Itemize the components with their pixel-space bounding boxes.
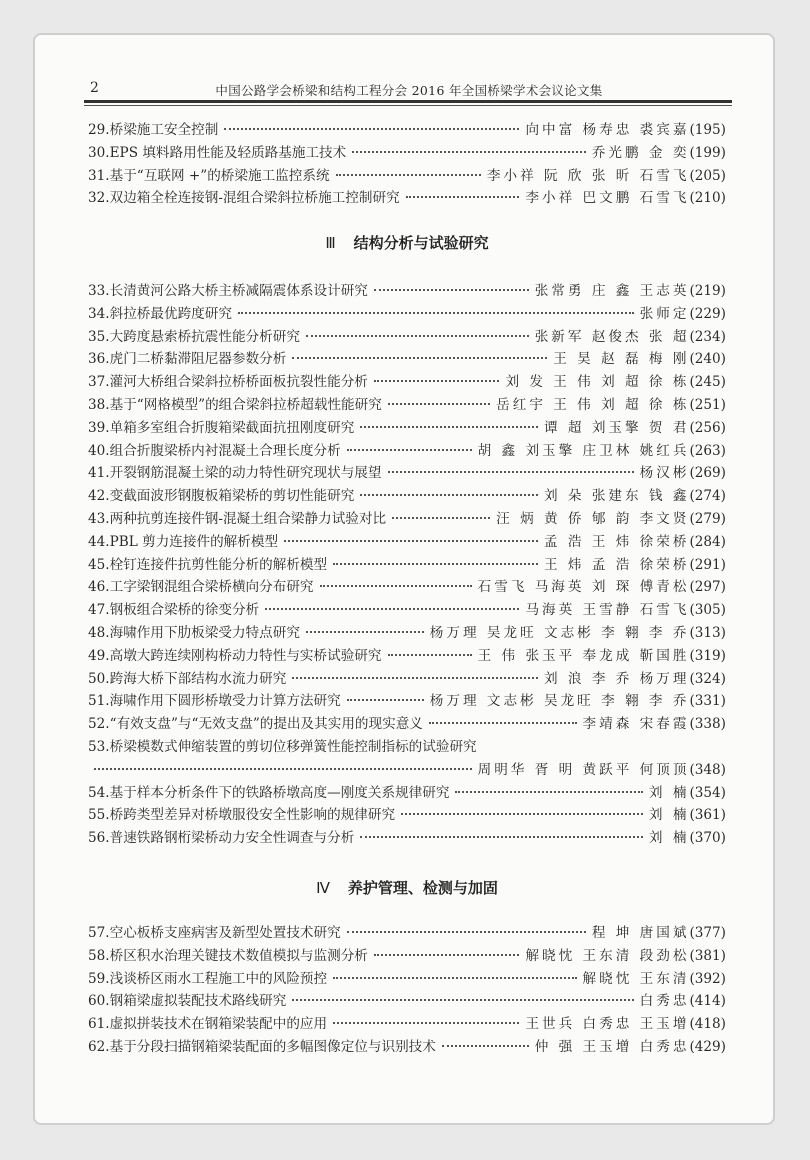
entry-title	[88, 989, 286, 1009]
entry-title	[88, 689, 341, 709]
toc-entry	[88, 921, 726, 944]
entry-title-text: 栓钉连接件抗剪性能分析的解析模型	[109, 556, 328, 573]
entry-authors: 刘 楠	[648, 830, 690, 847]
dot-leader	[374, 289, 529, 291]
entry-title	[88, 302, 232, 322]
entry-authors: 汪 炳 黄 侨 郇 韵 李文贤	[496, 510, 690, 527]
entry-authors: 程 坤 唐国斌	[591, 925, 690, 941]
entry-title	[88, 461, 382, 481]
entry-authors: 石雪飞 马海英 刘 琛 傅青松	[477, 579, 690, 596]
entry-title	[88, 484, 354, 504]
entry-authors: 杨万理 文志彬 吴龙旺 李 翱 李 乔	[429, 693, 690, 710]
entry-number: 49.	[88, 647, 110, 664]
entry-page: (251)	[689, 396, 726, 413]
toc-entry	[88, 1035, 726, 1058]
dot-leader	[292, 677, 538, 679]
entry-authors: 周明华 胥 明 黄跃平 何顶顶	[477, 761, 690, 778]
toc-entry	[88, 553, 726, 576]
toc-entry	[88, 989, 726, 1012]
entry-title	[88, 393, 382, 413]
entry-number: 31.	[88, 167, 110, 184]
entry-title	[88, 416, 354, 436]
entry-page: (377)	[689, 925, 726, 941]
entry-number: 40.	[88, 442, 110, 459]
entry-page: (291)	[689, 556, 726, 573]
entry-number: 34.	[88, 305, 110, 322]
toc-entry	[88, 141, 726, 164]
dot-leader	[401, 813, 643, 815]
toc-entry	[88, 302, 726, 325]
entry-title-text: 海啸作用下肋板梁受力特点研究	[109, 624, 300, 641]
entry-page: (354)	[689, 784, 726, 801]
entry-number: 36.	[88, 351, 110, 368]
toc-entry-continuation	[88, 758, 726, 781]
dot-leader	[306, 335, 529, 337]
entry-authors: 谭 超 刘玉擎 贺 君	[543, 419, 690, 436]
entry-authors: 解晓忱 王东清 段劲松	[525, 947, 690, 964]
toc-entry	[88, 944, 726, 967]
section-heading-iii	[88, 232, 726, 253]
entry-page: (338)	[689, 716, 726, 733]
entry-title-text: 虚拟拼装技术在钢箱梁装配中的应用	[109, 1016, 328, 1033]
dot-leader	[333, 977, 576, 979]
dot-leader	[388, 471, 634, 473]
page-number: 2	[90, 80, 99, 96]
entry-title-text: 双边箱全栓连接钢-混组合梁斜拉桥施工控制研究	[109, 190, 400, 207]
entry-authors: 向中富 杨寿忠 裘宾嘉	[525, 122, 690, 138]
entry-title	[88, 1035, 436, 1055]
entry-number: 39.	[88, 419, 110, 436]
entry-number: 30.	[88, 144, 110, 161]
entry-authors: 白秀忠	[639, 993, 690, 1010]
entry-title-text: 跨海大桥下部结构水流力研究	[109, 670, 287, 687]
entry-number: 61.	[88, 1016, 110, 1033]
entry-page: (313)	[689, 624, 726, 641]
entry-title-text: 基于样本分析条件下的铁路桥墩高度—刚度关系规律研究	[109, 784, 450, 801]
entry-authors: 乔光鹏 金 奕	[591, 144, 690, 161]
entry-number: 51.	[88, 693, 110, 710]
dot-leader	[284, 540, 538, 542]
toc-entry	[88, 781, 726, 804]
toc-entry	[88, 575, 726, 598]
entry-number: 62.	[88, 1038, 110, 1055]
entry-title	[88, 141, 346, 161]
entry-authors: 王 伟 张玉平 奉龙成 靳国胜	[477, 647, 690, 664]
toc-entry	[88, 416, 726, 439]
entry-page: (274)	[689, 488, 726, 505]
entry-title-text: 桥区积水治理关键技术数值模拟与监测分析	[109, 947, 368, 964]
entry-number: 58.	[88, 947, 110, 964]
entry-title	[88, 118, 218, 138]
entry-number: 47.	[88, 602, 110, 619]
dot-leader	[333, 563, 538, 565]
entry-authors: 张常勇 庄 鑫 王志英	[534, 283, 690, 299]
dot-leader	[347, 931, 586, 933]
dot-leader	[429, 722, 577, 724]
toc-entry	[88, 803, 726, 826]
entry-page: (269)	[689, 465, 726, 482]
entry-page: (229)	[689, 305, 726, 322]
toc-entry	[88, 118, 726, 141]
entry-page: (348)	[689, 761, 726, 778]
entry-title	[88, 553, 327, 573]
entry-title	[88, 325, 300, 345]
entry-number: 53.	[88, 738, 110, 755]
entry-title	[88, 621, 300, 641]
entry-authors: 刘 楠	[648, 807, 690, 824]
entry-title	[88, 921, 341, 941]
entry-authors: 张师定	[639, 305, 690, 322]
dot-leader	[94, 768, 472, 770]
toc-group-construction	[88, 118, 726, 209]
dot-leader	[374, 954, 520, 956]
toc-entry	[88, 644, 726, 667]
entry-authors: 王 炜 孟 浩 徐荣桥	[543, 556, 690, 573]
dot-leader	[238, 312, 634, 314]
entry-title	[88, 439, 341, 459]
entry-number: 41.	[88, 465, 110, 482]
dot-leader	[320, 585, 472, 587]
entry-authors: 李小祥 阮 欣 张 昕 石雪飞	[486, 167, 690, 184]
toc-entry	[88, 461, 726, 484]
dot-leader	[292, 357, 547, 359]
dot-leader	[347, 699, 424, 701]
toc-entry	[88, 347, 726, 370]
entry-authors: 李靖森 宋春霞	[582, 716, 690, 733]
entry-title	[88, 967, 327, 987]
toc-entry	[88, 484, 726, 507]
section-numeral: Ⅳ	[316, 881, 330, 897]
dot-leader	[333, 1022, 519, 1024]
entry-page: (392)	[689, 970, 726, 987]
entry-title-text: 浅谈桥区雨水工程施工中的风险预控	[109, 970, 328, 987]
entry-number: 54.	[88, 784, 110, 801]
entry-number: 42.	[88, 488, 110, 505]
entry-number: 32.	[88, 190, 110, 207]
entry-title-text: 开裂钢筋混凝土梁的动力特性研究现状与展望	[109, 465, 382, 482]
toc-entry	[88, 370, 726, 393]
toc-entry	[88, 712, 726, 735]
entry-authors: 刘 楠	[648, 784, 690, 801]
entry-title	[88, 667, 286, 687]
entry-number: 38.	[88, 396, 110, 413]
entry-title-text: 两种抗剪连接件钢-混凝土组合梁静力试验对比	[109, 510, 387, 527]
entry-page: (199)	[689, 144, 726, 161]
entry-title-text: 基于分段扫描钢箱梁装配面的多幅图像定位与识别技术	[109, 1038, 436, 1055]
entry-title-text: 桥跨类型差异对桥墩服役安全性影响的规律研究	[109, 807, 396, 824]
entry-page: (234)	[689, 328, 726, 345]
dot-leader	[388, 403, 490, 405]
entry-authors: 胡 鑫 刘玉擎 庄卫林 姚红兵	[477, 442, 690, 459]
entry-title	[88, 186, 400, 206]
toc-entry	[88, 735, 726, 758]
dot-leader	[306, 631, 424, 633]
entry-title	[88, 735, 477, 755]
entry-page: (361)	[689, 807, 726, 824]
running-header	[88, 80, 730, 100]
entry-page: (331)	[689, 693, 726, 710]
entry-title	[88, 826, 354, 846]
section-numeral: Ⅲ	[325, 236, 336, 252]
entry-title	[88, 575, 314, 595]
entry-title	[88, 279, 368, 299]
entry-title-text: 桥梁模数式伸缩装置的剪切位移弹簧性能控制指标的试验研究	[109, 738, 477, 755]
entry-number: 37.	[88, 374, 110, 391]
entry-title	[88, 781, 449, 801]
entry-authors: 岳红宇 王 伟 刘 超 徐 栋	[496, 396, 690, 413]
entry-authors: 刘 朵 张建东 钱 鑫	[543, 488, 690, 505]
entry-title-text: 单箱多室组合折腹箱梁截面抗扭刚度研究	[109, 419, 355, 436]
entry-title-text: EPS 填料路用性能及轻质路基施工技术	[109, 144, 347, 161]
entry-title	[88, 598, 259, 618]
toc-entry	[88, 279, 726, 302]
dot-leader	[336, 174, 481, 176]
entry-number: 52.	[88, 716, 110, 733]
entry-title	[88, 944, 368, 964]
toc-group-maintenance	[88, 921, 726, 1058]
entry-title-text: 海啸作用下圆形桥墩受力计算方法研究	[109, 693, 341, 710]
entry-page: (263)	[689, 442, 726, 459]
entry-number: 43.	[88, 510, 110, 527]
entry-page: (256)	[689, 419, 726, 436]
dot-leader	[406, 196, 520, 198]
dot-leader	[442, 1045, 529, 1047]
entry-title-text: 大跨度悬索桥抗震性能分析研究	[109, 328, 300, 345]
dot-leader	[265, 608, 519, 610]
entry-title-text: 变截面波形钢腹板箱梁桥的剪切性能研究	[109, 488, 355, 505]
entry-authors: 仲 强 王玉增 白秀忠	[534, 1038, 690, 1055]
dot-leader	[360, 836, 643, 838]
entry-number: 29.	[88, 122, 110, 138]
entry-page: (319)	[689, 647, 726, 664]
entry-number: 33.	[88, 283, 110, 299]
entry-title	[88, 507, 386, 527]
toc-entry	[88, 689, 726, 712]
section-title: 结构分析与试验研究	[353, 234, 489, 252]
section-title: 养护管理、检测与加固	[347, 879, 498, 897]
entry-authors: 王世兵 白秀忠 王玉增	[525, 1016, 690, 1033]
entry-title-text: 普速铁路钢桁梁桥动力安全性调查与分析	[109, 830, 355, 847]
toc-entry	[88, 439, 726, 462]
toc-entry	[88, 325, 726, 348]
entry-page: (245)	[689, 374, 726, 391]
dot-leader	[360, 426, 538, 428]
entry-title	[88, 644, 382, 664]
entry-title-text: 虎门二桥黏滞阻尼器参数分析	[109, 351, 287, 368]
dot-leader	[360, 494, 538, 496]
entry-authors: 王 昊 赵 磊 梅 刚	[553, 351, 690, 368]
entry-page: (210)	[689, 190, 726, 207]
entry-page: (305)	[689, 602, 726, 619]
entry-title	[88, 164, 330, 184]
entry-number: 45.	[88, 556, 110, 573]
header-rule-thick	[84, 100, 732, 103]
toc-entry	[88, 1012, 726, 1035]
dot-leader	[392, 517, 490, 519]
entry-title-text: 钢箱梁虚拟装配技术路线研究	[109, 993, 287, 1010]
dot-leader	[455, 791, 642, 793]
entry-page: (418)	[689, 1016, 726, 1033]
entry-page: (279)	[689, 510, 726, 527]
toc-entry	[88, 826, 726, 849]
toc-entry	[88, 667, 726, 690]
entry-page: (297)	[689, 579, 726, 596]
toc-entry	[88, 967, 726, 990]
entry-page: (324)	[689, 670, 726, 687]
dot-leader	[224, 128, 519, 130]
entry-title	[88, 347, 286, 367]
entry-page: (205)	[689, 167, 726, 184]
entry-title-text: 桥梁施工安全控制	[109, 122, 219, 138]
header-rule-thin	[84, 105, 732, 106]
entry-page: (414)	[689, 993, 726, 1010]
entry-number: 46.	[88, 579, 110, 596]
entry-title-text: PBL 剪力连接件的解析模型	[109, 533, 279, 550]
toc-entry	[88, 598, 726, 621]
toc-entry	[88, 164, 726, 187]
entry-page: (240)	[689, 351, 726, 368]
entry-title-text: 工字梁钢混组合梁桥横向分布研究	[109, 579, 314, 596]
entry-title-text: 基于“互联网 +”的桥梁施工监控系统	[109, 167, 330, 184]
dot-leader	[292, 999, 633, 1001]
entry-title-text: 基于“网格模型”的组合梁斜拉桥超载性能研究	[109, 396, 382, 413]
entry-authors: 马海英 王雪静 石雪飞	[525, 602, 690, 619]
entry-authors: 解晓忱 王东清	[582, 970, 690, 987]
header-title: 中国公路学会桥梁和结构工程分会 2016 年全国桥梁学术会议论文集	[215, 83, 603, 98]
entry-authors: 刘 发 王 伟 刘 超 徐 栋	[505, 374, 690, 391]
toc-entry	[88, 621, 726, 644]
entry-title-text: 灌河大桥组合梁斜拉桥桥面板抗裂性能分析	[109, 374, 368, 391]
toc-entry	[88, 530, 726, 553]
entry-page: (429)	[689, 1038, 726, 1055]
entry-number: 48.	[88, 624, 110, 641]
entry-page: (219)	[689, 283, 726, 299]
entry-title	[88, 712, 423, 732]
entry-title-text: “有效支盘”与“无效支盘”的提出及其实用的现实意义	[109, 716, 423, 733]
entry-authors: 张新军 赵俊杰 张 超	[534, 328, 690, 345]
entry-number: 59.	[88, 970, 110, 987]
entry-title	[88, 530, 278, 550]
entry-number: 50.	[88, 670, 110, 687]
entry-title-text: 长清黄河公路大桥主桥减隔震体系设计研究	[109, 283, 368, 299]
entry-number: 35.	[88, 328, 110, 345]
entry-number: 55.	[88, 807, 110, 824]
toc-entry	[88, 186, 726, 209]
entry-title-text: 组合折腹梁桥内衬混凝土合理长度分析	[109, 442, 341, 459]
entry-page: (381)	[689, 947, 726, 964]
dot-leader	[347, 449, 472, 451]
entry-page: (195)	[689, 122, 726, 138]
entry-title	[88, 1012, 327, 1032]
entry-authors: 刘 浪 李 乔 杨万理	[543, 670, 690, 687]
entry-title-text: 斜拉桥最优跨度研究	[109, 305, 232, 322]
entry-number: 44.	[88, 533, 110, 550]
entry-number: 57.	[88, 925, 110, 941]
entry-number: 60.	[88, 993, 110, 1010]
toc-group-structural-analysis	[88, 279, 726, 849]
entry-title	[88, 370, 368, 390]
entry-title-text: 高墩大跨连续刚构桥动力特性与实桥试验研究	[109, 647, 382, 664]
dot-leader	[352, 151, 586, 153]
entry-title	[88, 803, 395, 823]
entry-page: (284)	[689, 533, 726, 550]
toc-entry	[88, 393, 726, 416]
entry-number: 56.	[88, 830, 110, 847]
toc-entry	[88, 507, 726, 530]
entry-authors: 杨汉彬	[639, 465, 690, 482]
section-heading-iv	[88, 877, 726, 898]
entry-authors: 李小祥 巴文鹏 石雪飞	[525, 190, 690, 207]
dot-leader	[388, 654, 472, 656]
entry-title-text: 空心板桥支座病害及新型处置技术研究	[109, 925, 341, 941]
entry-authors: 孟 浩 王 炜 徐荣桥	[543, 533, 690, 550]
dot-leader	[374, 380, 500, 382]
entry-page: (370)	[689, 830, 726, 847]
entry-title-text: 钢板组合梁桥的徐变分析	[109, 602, 260, 619]
entry-authors: 杨万理 吴龙旺 文志彬 李 翱 李 乔	[429, 624, 690, 641]
